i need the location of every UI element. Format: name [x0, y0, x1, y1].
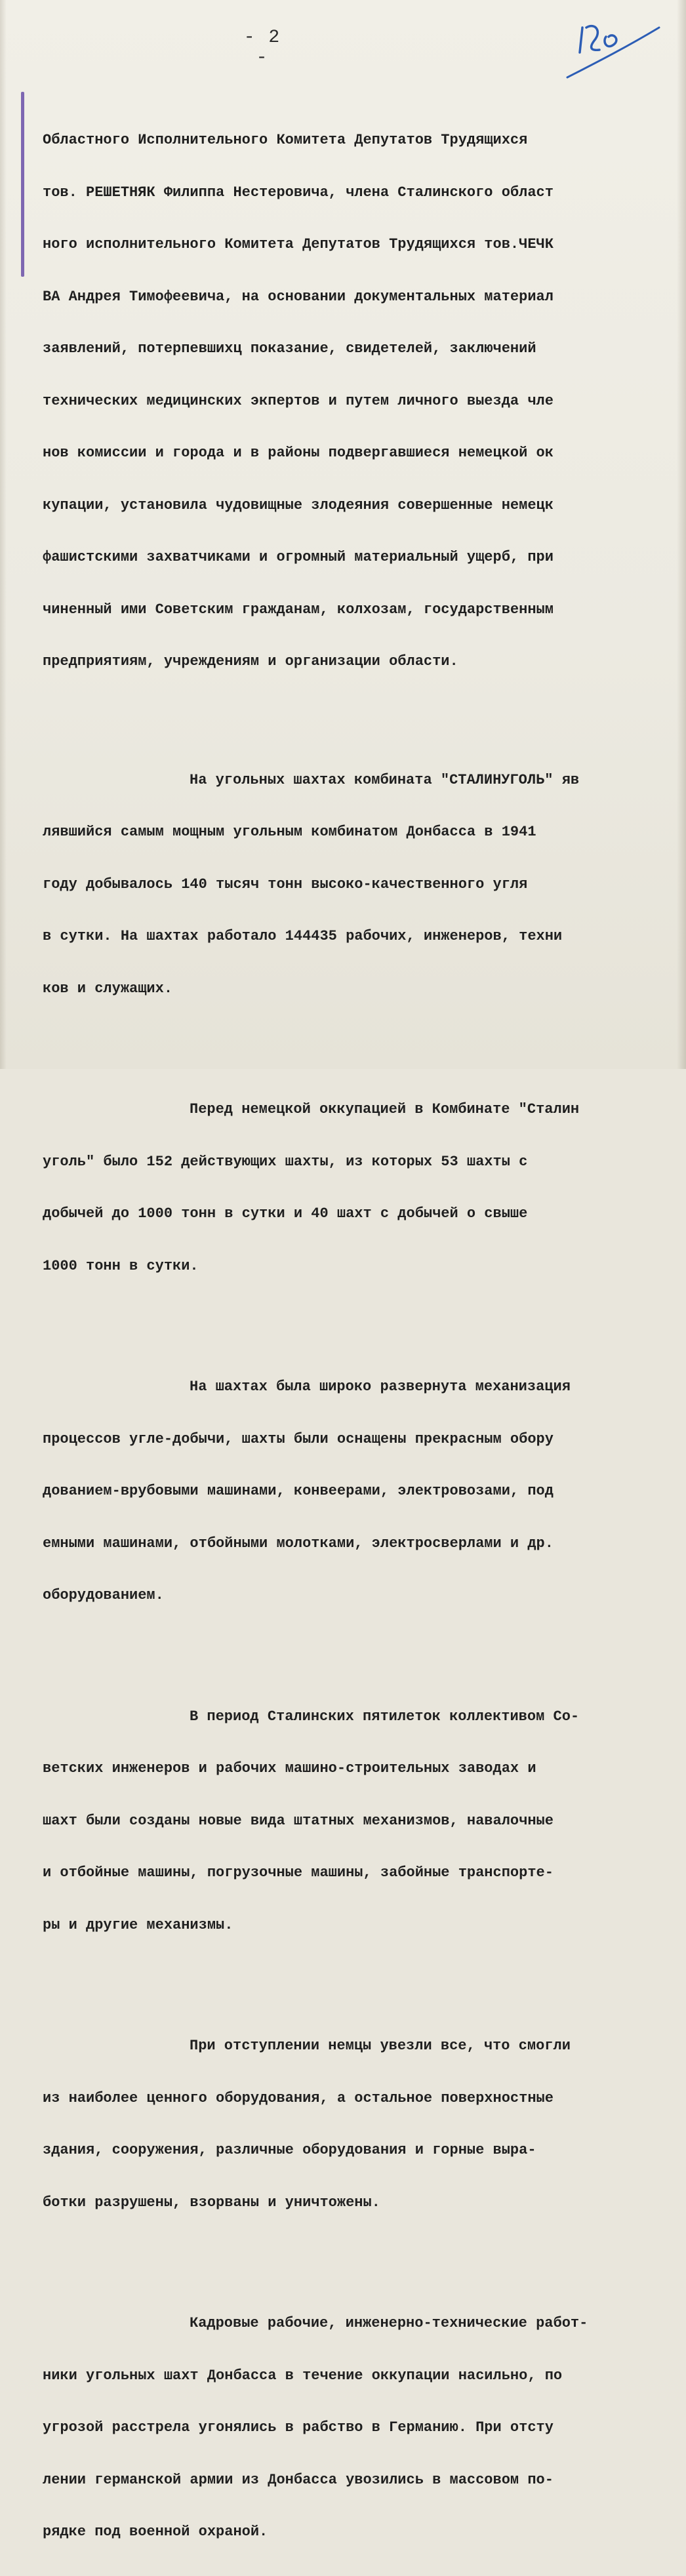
text-line: в сутки. На шахтах работало 144435 рабочих, инженеров, техни — [43, 928, 563, 944]
text-line: ботки разрушены, взорваны и уничтожены. — [43, 2194, 380, 2211]
text-line: и отбойные машины, погрузочные машины, забойные транспорте- — [43, 1864, 554, 1881]
paragraph-4 — [43, 1344, 679, 1640]
text-line: Кадровые рабочие, инженерно-технические работ- — [190, 2315, 588, 2331]
text-line: уголь" было 152 действующих шахты, из которых 53 шахты с — [43, 1153, 528, 1170]
text-line: В период Сталинских пятилеток коллективом Со- — [190, 1708, 580, 1725]
paragraph-2 — [43, 737, 679, 1033]
text-line: из наиболее ценного оборудования, а остальное поверхностные — [43, 2089, 554, 2106]
text-line: оборудованием. — [43, 1587, 164, 1603]
text-line: ВА Андрея Тимофеевича, на основании документальных материал — [43, 288, 554, 305]
text-line: заявлений, потерпевшихц показание, свидетелей, заключений — [43, 340, 536, 357]
paragraph-3 — [43, 1066, 679, 1310]
text-line: емными машинами, отбойными молотками, электросверлами и др. — [43, 1535, 554, 1552]
page-edge-left — [0, 0, 7, 1069]
text-line: предприятиям, учреждениям и организации области. — [43, 653, 458, 670]
text-line: ры и другие механизмы. — [43, 1916, 233, 1933]
text-line: технических медицинских экпертов и путем личного выезда чле — [43, 392, 554, 409]
text-line: фашистскими захватчиками и огромный материальный ущерб, при — [43, 549, 554, 565]
page-number: - 2 - — [243, 28, 281, 68]
text-line: купации, установила чудовищные злодеяния совершенные немецк — [43, 496, 554, 513]
paragraph-7 — [43, 2280, 679, 2576]
text-line: При отступлении немцы увезли все, что смогли — [190, 2038, 571, 2054]
text-line: ков и служащих. — [43, 980, 173, 997]
paragraph-5 — [43, 1674, 679, 1969]
text-line: ники угольных шахт Донбасса в течение оккупации насильно, по — [43, 2367, 563, 2384]
text-line: году добывалось 140 тысяч тонн высоко-качественного угля — [43, 875, 528, 893]
handwritten-folio-text: 120 — [564, 13, 565, 14]
text-line: 1000 тонн в сутки. — [43, 1257, 199, 1274]
text-line: процессов угле-добычи, шахты были оснащены прекрасным обору — [43, 1430, 554, 1447]
text-line: На шахтах была широко развернута механизация — [190, 1379, 571, 1395]
text-line: рядке под военной охраной. — [43, 2524, 268, 2540]
text-line: шахт были созданы новые вида штатных механизмов, навалочные — [43, 1812, 554, 1829]
paragraph-1 — [43, 97, 679, 706]
handwritten-folio-number — [564, 13, 662, 85]
text-line: На угольных шахтах комбината "СТАЛИНУГОЛЬ" яв — [190, 771, 580, 788]
margin-mark — [21, 92, 24, 277]
document-body — [43, 97, 679, 2576]
paragraph-6 — [43, 2003, 679, 2246]
text-line: угрозой расстрела угонялись в рабство в Германию. При отсту — [43, 2419, 554, 2436]
text-line: ного исполнительного Комитета Депутатов Трудящихся тов.ЧЕЧК — [43, 236, 554, 252]
text-line: лявшийся самым мощным угольным комбинатом Донбасса в 1941 — [43, 824, 536, 840]
text-line: нов комиссии и города и в районы подвергавшиеся немецкой ок — [43, 445, 554, 461]
text-line: добычей до 1000 тонн в сутки и 40 шахт с добычей о свыше — [43, 1205, 528, 1222]
text-line: здания, сооружения, различные оборудования и горные выра- — [43, 2142, 536, 2158]
text-line: ветских инженеров и рабочих машино-строительных заводах и — [43, 1760, 536, 1777]
text-line: дованием-врубовыми машинами, конвеерами, электровозами, под — [43, 1483, 554, 1499]
text-line: чиненный ими Советским гражданам, колхозам, государственным — [43, 601, 554, 618]
text-line: Перед немецкой оккупацией в Комбинате "Сталин — [190, 1101, 580, 1117]
text-line: тов. РЕШЕТНЯК Филиппа Нестеровича, члена Сталинского област — [43, 184, 554, 201]
text-line: лении германской армии из Донбасса увозились в массовом по- — [43, 2471, 554, 2488]
text-line: Областного Исполнительного Комитета Депутатов Трудящихся — [43, 132, 528, 148]
